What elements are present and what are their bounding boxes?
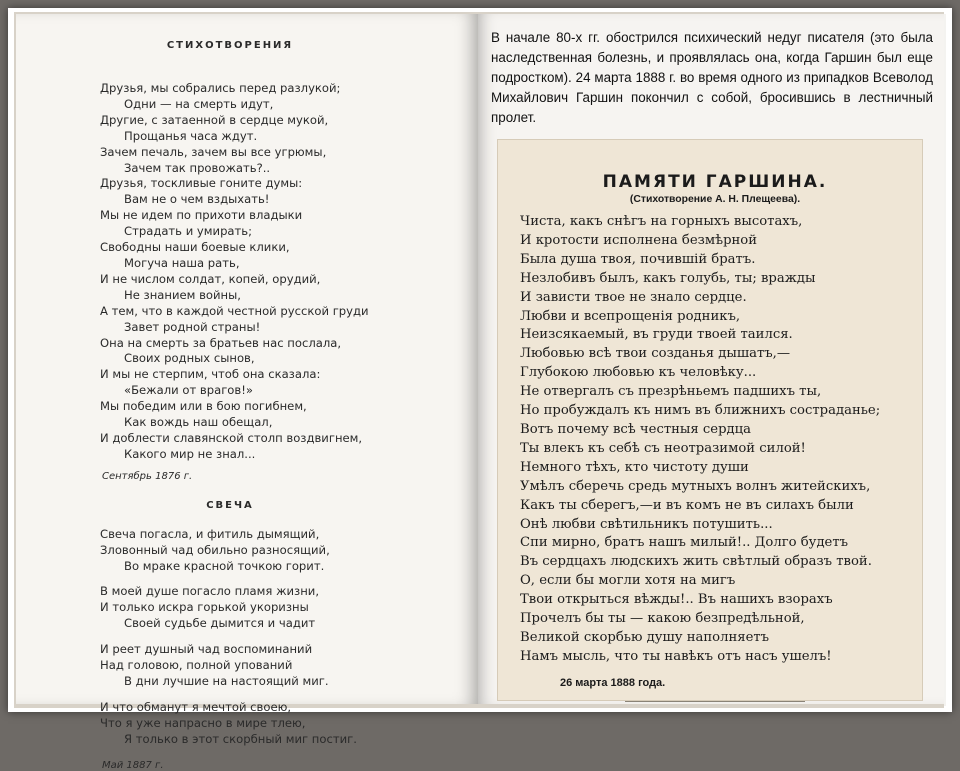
scan-line: Онѣ любви свѣтильникъ потушить... (520, 516, 773, 532)
poem-line: Что я уже напрасно в мире тлею, (100, 715, 306, 730)
scan-line: Немного тѣхъ, кто чистоту души (520, 459, 749, 475)
poem-2 (100, 527, 360, 748)
poem-line: Зачем так провожать?.. (124, 160, 271, 175)
scanned-poem-image (498, 140, 922, 700)
scan-line: О, если бы могли хотя на мигъ (520, 573, 736, 589)
scan-line: И кротости исполнена безмѣрной (520, 232, 758, 248)
poem-line: Страдать и умирать; (124, 224, 253, 239)
scan-title: ПАМЯТИ ГАРШИНА. (602, 172, 828, 192)
poem-2-title: СВЕЧА (206, 499, 254, 511)
poem-line: Другие, с затаенной в сердце мукой, (100, 112, 329, 127)
poem-line: Прощанья часа ждут. (124, 128, 258, 143)
poem-line: Во мраке красной точкою горит. (124, 558, 325, 573)
scan-line: Спи мирно, братъ нашъ милый!.. Долго будетъ (520, 535, 849, 551)
scan-subtitle: (Стихотворение А. Н. Плещеева). (629, 194, 801, 205)
poem-line: Не знанием войны, (124, 287, 241, 302)
scan-line: Прочелъ бы ты — какою безпредѣльной, (520, 611, 805, 627)
scan-line: Умѣлъ сберечь средь мутныхъ волнъ житейскихъ, (520, 478, 871, 494)
scan-line: Незлобивъ былъ, какъ голубь, ты; вражды (520, 270, 816, 286)
poem-line: Одни — на смерть идут, (124, 96, 274, 111)
poem-line: Над головою, полной упований (100, 658, 293, 673)
scan-line: Въ сердцахъ людскихъ жить свѣтлый образъ твой. (520, 554, 872, 570)
poem-line: И только искра горькой укоризны (100, 600, 309, 615)
poem-line: Она на смерть за братьев нас послала, (100, 335, 342, 350)
poem-line: Как вождь наш обещал, (124, 415, 273, 430)
scan-line: Не отвергалъ съ презрѣньемъ падшихъ ты, (520, 384, 822, 400)
scan-line: Намъ мысль, что ты навѣкъ отъ насъ ушелъ! (520, 648, 832, 664)
poem-line: И не числом солдат, копей, орудий, (100, 271, 321, 286)
poem-line: Друзья, тоскливые гоните думы: (100, 176, 303, 191)
scan-line: Твои открыться вѣжды!.. Въ нашихъ взорахъ (520, 592, 833, 608)
poem-line: А тем, что в каждой честной русской груди (100, 303, 369, 318)
scan-line: Глубокою любовью къ человѣку... (520, 365, 757, 381)
scan-line: Какъ ты сберегъ,—и въ комъ не въ силахъ были (520, 497, 854, 513)
poem-line: Зачем печаль, зачем вы все угрюмы, (100, 144, 327, 159)
scan-line: Великой скорбью душу наполняетъ (520, 629, 770, 645)
scan-date: 26 марта 1888 года. (560, 676, 666, 689)
poem-line: Могуча наша рать, (124, 255, 240, 270)
poems-heading: СТИХОТВОРЕНИЯ (166, 40, 294, 51)
poem-line: И доблести славянской столп воздвигнем, (100, 430, 363, 445)
poem-line: Мы победим или в бою погибнем, (100, 399, 307, 414)
poem-line: В дни лучшие на настоящий миг. (124, 674, 329, 688)
scan-line: Ты влекъ къ себѣ съ неотразимой силой! (520, 440, 806, 456)
poem-line: Вам не о чем вздыхать! (124, 192, 270, 207)
scanned-poem (520, 172, 910, 702)
scan-line: Но пробуждалъ къ нимъ въ ближнихъ состраданье; (520, 403, 881, 419)
poem-line: Зловонный чад обильно разносящий, (100, 542, 330, 557)
poem-line: Своих родных сынов, (124, 351, 255, 366)
poem-line: Свеча погасла, и фитиль дымящий, (100, 526, 320, 541)
poem-line: Завет родной страны! (124, 319, 261, 334)
scan-lines (520, 213, 910, 667)
poem-line: Какого мир не знал... (124, 446, 256, 461)
poem-line: И что обманут я мечтой своею, (100, 699, 292, 714)
scan-line: Вотъ почему всѣ честныя сердца (520, 421, 752, 437)
poem-line: И реет душный чад воспоминаний (100, 642, 313, 657)
caption-text: В начале 80-х гг. обострился психический недуг писателя (это была наследственная болезнь, и проявлялась она, когда Гаршин был еще подростком). 24 марта 1888 г. во время одного из припадков Всеволод Михайлович Гаршин покончил с собой, бросившись в лестничный пролет. (491, 30, 933, 125)
scan-line: Любви и всепрощенія родникъ, (520, 308, 741, 324)
poem-1-date: Сентябрь 1876 г. (102, 470, 193, 482)
poem-1 (100, 81, 369, 463)
poem-line: В моей душе погасло пламя жизни, (100, 584, 320, 599)
poem-line: Мы не идем по прихоти владыки (100, 208, 303, 223)
poem-2-date: Май 1887 г. (102, 759, 164, 771)
scan-line: Чиста, какъ снѣгъ на горныхъ высотахъ, (520, 214, 803, 229)
poem-line: Я только в этот скорбный миг постиг. (124, 731, 357, 746)
poem-line: Своей судьбе дымится и чадит (124, 616, 316, 631)
poem-line: И мы не стерпим, чтоб она сказала: (100, 367, 321, 382)
left-poems (100, 40, 369, 771)
scan-rule (625, 701, 805, 702)
scan-line: Неизсякаемый, въ груди твоей таился. (520, 327, 793, 343)
scan-line: Была душа твоя, почившій братъ. (520, 251, 756, 267)
scan-line: И зависти твое не знало сердце. (520, 289, 747, 305)
poem-line: Свободны наши боевые клики, (100, 240, 290, 255)
poem-line: «Бежали от врагов!» (124, 383, 253, 398)
poem-line: Друзья, мы собрались перед разлукой; (100, 81, 341, 95)
scan-line: Любовью всѣ твои созданья дышатъ,— (520, 346, 791, 362)
